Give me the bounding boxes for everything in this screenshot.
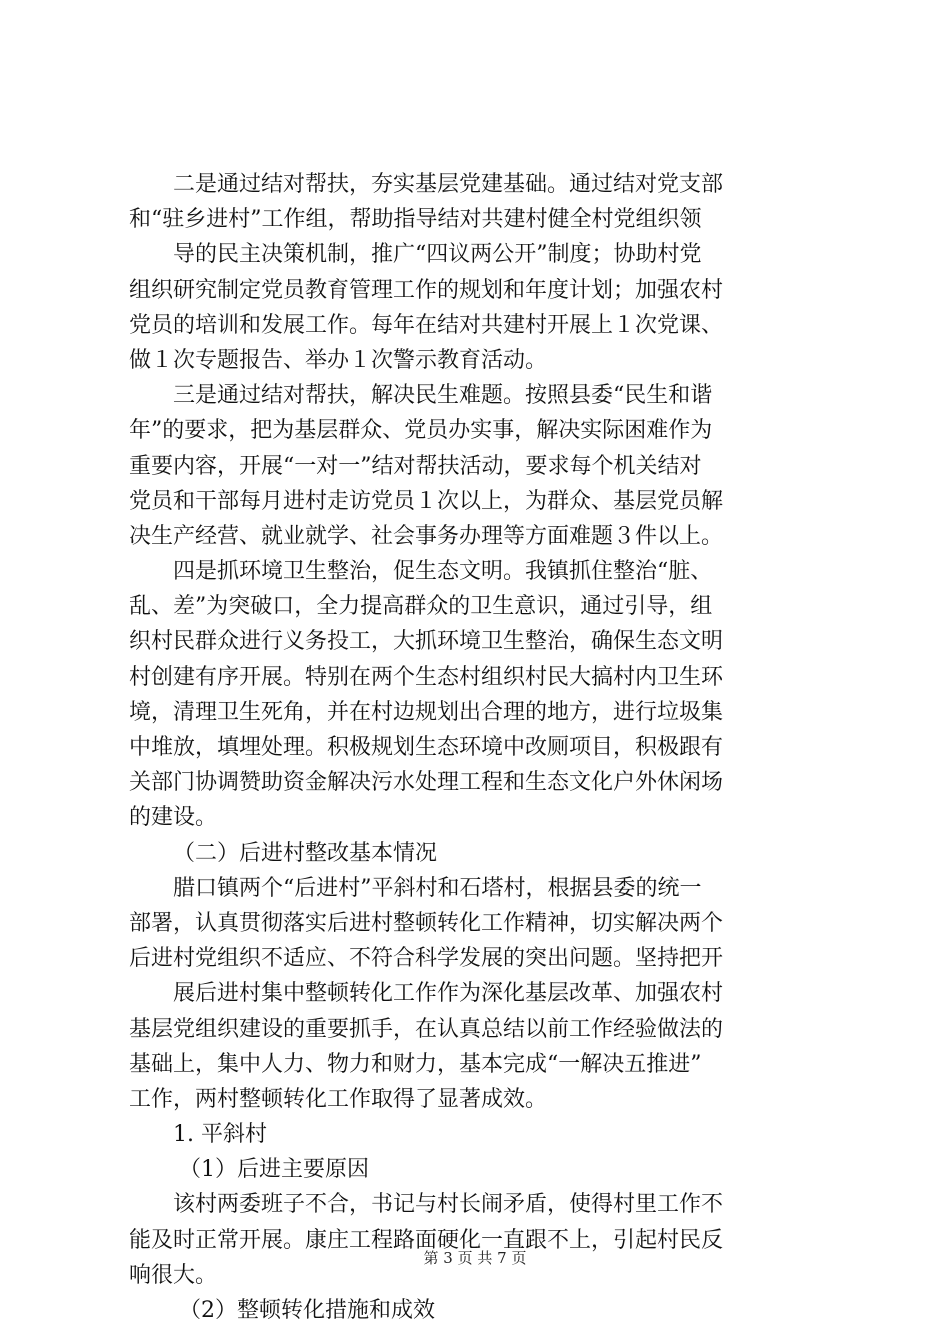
subsection-heading: （2）整顿转化措施和成效 [179, 1298, 435, 1323]
text-line: 能及时正常开展。康庄工程路面硬化一直跟不上，引起村民反 [129, 1227, 724, 1253]
text-line: 二是通过结对帮扶，夯实基层党建基础。通过结对党支部 [173, 172, 724, 197]
text-line: 决生产经营、就业就学、社会事务办理等方面难题３件以上。 [129, 523, 724, 549]
text-line: 境，清理卫生死角，并在村边规划出合理的地方，进行垃圾集 [129, 699, 724, 725]
text-line: 三是通过结对帮扶，解决民生难题。按照县委“民生和谐 [173, 383, 713, 409]
text-line: 年”的要求，把为基层群众、党员办实事，解决实际困难作为 [129, 418, 713, 444]
subsection-heading: 1. 平斜村 [173, 1122, 267, 1148]
text-line: 村创建有序开展。特别在两个生态村组织村民大搞村内卫生环 [129, 664, 724, 690]
section-heading: （二）后进村整改基本情况 [173, 840, 438, 866]
text-line: 重要内容，开展“一对一”结对帮扶活动，要求每个机关结对 [129, 453, 702, 479]
text-line: 响很大。 [129, 1262, 218, 1288]
text-line: 的建设。 [129, 805, 218, 831]
text-line: 做１次专题报告、举办１次警示教育活动。 [129, 347, 548, 373]
text-line: 乱、差”为突破口，全力提高群众的卫生意识，通过引导，组 [129, 594, 713, 620]
text-line: 组织研究制定党员教育管理工作的规划和年度计划；加强农村 [129, 277, 724, 303]
text-line: 腊口镇两个“后进村”平斜村和石塔村，根据县委的统一 [173, 875, 702, 901]
text-line: 后进村党组织不适应、不符合科学发展的突出问题。坚持把开 [129, 946, 724, 972]
text-line: 部署，认真贯彻落实后进村整顿转化工作精神，切实解决两个 [129, 910, 724, 936]
text-line: 织村民群众进行义务投工，大抓环境卫生整治，确保生态文明 [129, 629, 724, 655]
text-line: 基层党组织建设的重要抓手，在认真总结以前工作经验做法的 [129, 1016, 724, 1042]
text-line: 工作，两村整顿转化工作取得了显著成效。 [129, 1086, 548, 1112]
text-line: 党员和干部每月进村走访党员１次以上，为群众、基层党员解 [129, 488, 724, 514]
text-line: 基础上，集中人力、物力和财力，基本完成“一解决五推进” [129, 1051, 702, 1077]
page-number-footer: 第 3 页 共 7 页 [423, 1249, 527, 1267]
text-line: 展后进村集中整顿转化工作作为深化基层改革、加强农村 [173, 981, 724, 1007]
text-line: 关部门协调赞助资金解决污水处理工程和生态文化户外休闲场 [129, 770, 724, 796]
text-line: 党员的培训和发展工作。每年在结对共建村开展上１次党课、 [129, 312, 724, 338]
subsection-heading: （1）后进主要原因 [179, 1157, 369, 1183]
document-body [129, 167, 834, 1328]
text-line: 中堆放，填埋处理。积极规划生态环境中改厕项目，积极跟有 [129, 735, 724, 760]
text-line: 导的民主决策机制，推广“四议两公开”制度；协助村党 [173, 242, 702, 268]
text-line: 该村两委班子不合，书记与村长闹矛盾，使得村里工作不 [173, 1192, 724, 1218]
text-line: 四是抓环境卫生整治，促生态文明。我镇抓住整治“脏、 [173, 559, 713, 585]
text-line: 和“驻乡进村”工作组，帮助指导结对共建村健全村党组织领 [129, 207, 702, 233]
